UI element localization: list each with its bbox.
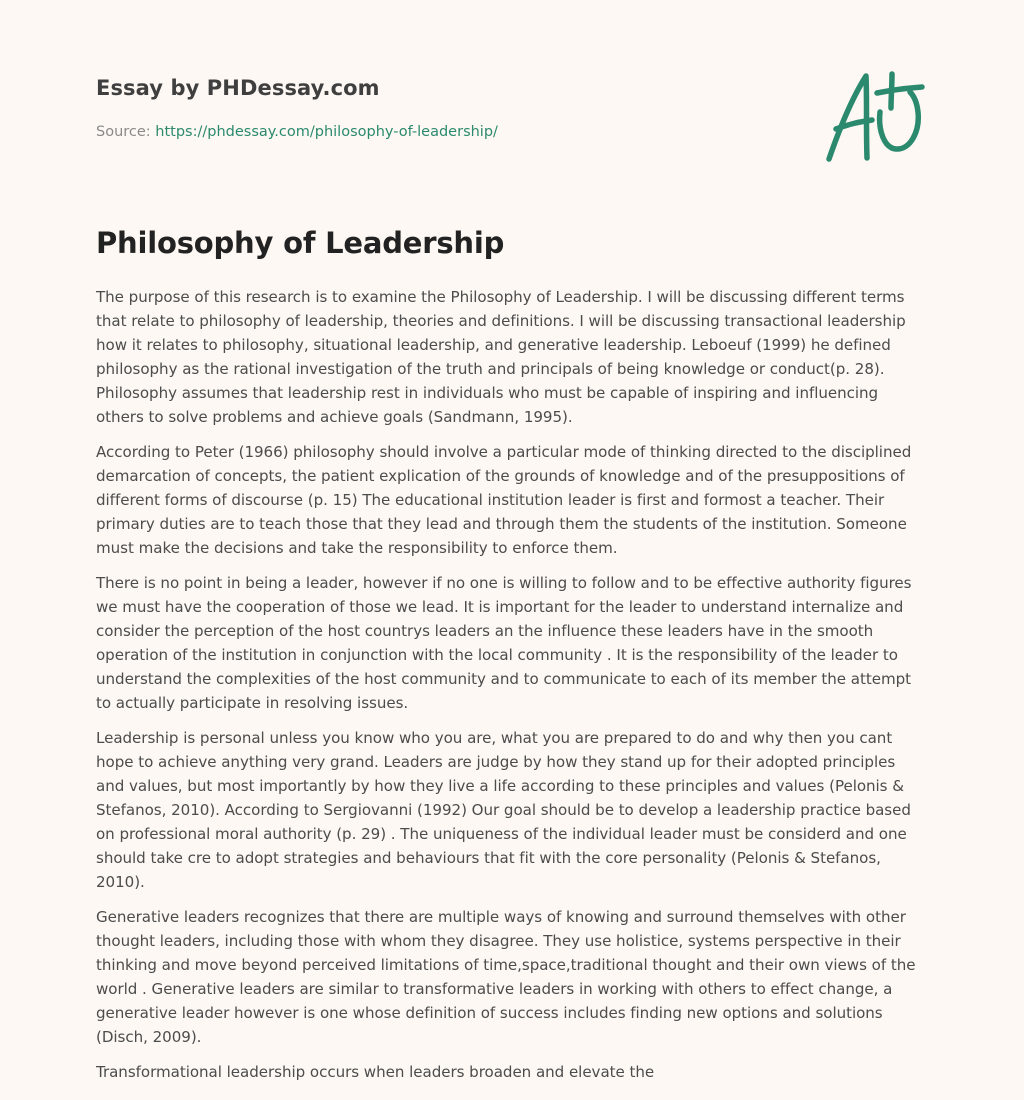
paragraph: The purpose of this research is to examine the Philosophy of Leadership. I will be discussing different terms that relate to philosophy of leadership, theories and definitions. I will be discussing transactional leadership how it relates to philosophy, situational leadership, and generative leadership. Leboeuf (1999) he defined philosophy as the rational investigation of the truth and principals of being knowledge or conduct(p. 28). Philosophy assumes that leadership rest in individuals who must be capable of inspiring and influencing others to solve problems and achieve goals (Sandmann, 1995). [96, 288, 906, 426]
essay-body [96, 285, 928, 1095]
source-link[interactable]: https://phdessay.com/philosophy-of-leadership/ [155, 124, 498, 140]
a-plus-grade-icon [822, 68, 928, 166]
paragraph: There is no point in being a leader, however if no one is willing to follow and to be effective authority figures we must have the cooperation of those we lead. It is important for the leader to understand internalize and consider the perception of the host countrys leaders an the influence these leaders have in the smooth operation of the institution in conjunction with the local community . It is the responsibility of the leader to understand the complexities of the host community and to communicate to each of its member the attempt to actually participate in resolving issues. [96, 574, 912, 712]
paragraph: Transformational leadership occurs when leaders broaden and elevate the [96, 1063, 655, 1081]
paragraph: Generative leaders recognizes that there are multiple ways of knowing and surround themselves with other thought leaders, including those with whom they disagree. They use holistice, systems perspective in their thinking and move beyond perceived limitations of time,space,traditional thought and their own views of the world . Generative leaders are similar to transformative leaders in working with others to effect change, a generative leader however is one whose definition of success includes finding new options and solutions (Disch, 2009). [96, 908, 916, 1046]
paragraph: Leadership is personal unless you know who you are, what you are prepared to do and why then you cant hope to achieve anything very grand. Leaders are judge by how they stand up for their adopted principles and values, but most importantly by how they live a life according to these principles and values (Pelonis & Stefanos, 2010). According to Sergiovanni (1992) Our goal should be to develop a leadership practice based on professional moral authority (p. 29) . The uniqueness of the individual leader must be considerd and one should take cre to adopt strategies and behaviours that fit with the core personality (Pelonis & Stefanos, 2010). [96, 729, 911, 891]
site-brand: Essay by PHDessay.com [96, 76, 380, 100]
source-line [96, 124, 498, 140]
source-label: Source: [96, 124, 156, 140]
paragraph: According to Peter (1966) philosophy should involve a particular mode of thinking directed to the disciplined demarcation of concepts, the patient explication of the grounds of knowledge and of the presuppositions of different forms of discourse (p. 15) The educational institution leader is first and formost a teacher. Their primary duties are to teach those that they lead and through them the students of the institution. Someone must make the decisions and take the responsibility to enforce them. [96, 443, 912, 557]
essay-title: Philosophy of Leadership [96, 226, 505, 260]
